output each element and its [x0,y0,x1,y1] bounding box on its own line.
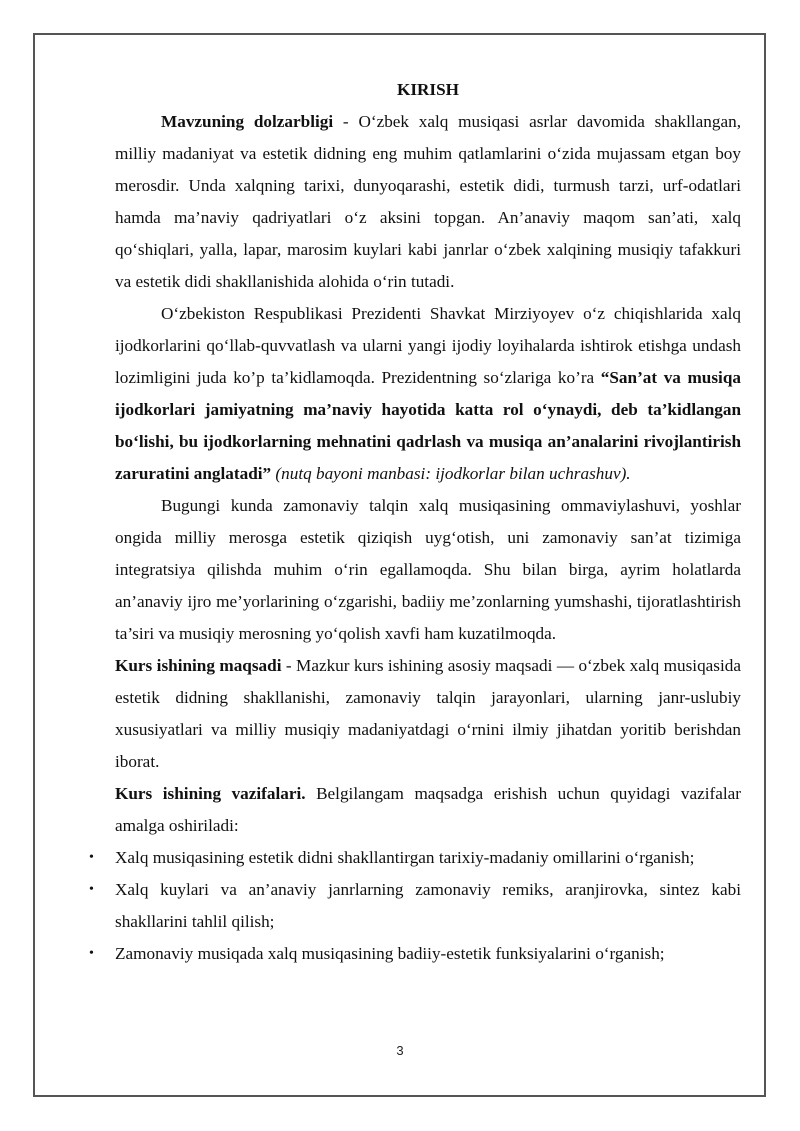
goal-text: - Mazkur kurs ishining asosiy maqsadi — o‘zbek xalq musiqasida estetik didning shakllanishi, zamonaviy talqin jarayonlari, ularning janr-uslubiy xususiyatlari va milliy musiqiy madaniyatdagi o‘rnini ilmiy jihatdan yoritib berishdan iborat. [115,656,741,771]
page-number: 3 [396,1043,404,1058]
relevance-heading: Mavzuning dolzarbligi [161,112,334,131]
paragraph-goal [115,650,741,778]
bullet-icon: • [89,946,94,961]
bullet-icon: • [89,882,94,897]
paragraph-relevance [115,106,741,298]
paragraph-tasks [115,778,741,842]
relevance-text: - O‘zbek xalq musiqasi asrlar davomida shakllangan, milliy madaniyat va estetik didning eng muhim qatlamlarini o‘zida mujassam etgan boy merosdir. Unda xalqning tarixi, dunyoqarashi, estetik didi, turmush tarzi, urf-odatlari hamda ma’naviy qadriyatlari o‘z aksini topgan. An’anaviy maqom san’ati, xalq qo‘shiqlari, yalla, lapar, marosim kuylari kabi janrlar o‘zbek xalqining musiqiy tafakkuri va estetik didi shakllanishida alohida o‘rin tutadi. [115,112,741,291]
document-body [89,74,741,970]
president-quote: “San’at va musiqa ijodkorlari jamiyatning ma’naviy hayotida katta rol o‘ynaydi, deb ta’kidlangan bo‘lishi, bu ijodkorlarning mehnatini qadrlash va musiqa an’analarini rivojlantirish zaruratini anglatadi” [115,368,741,483]
paragraph-modern: Bugungi kunda zamonaviy talqin xalq musiqasining ommaviylashuvi, yoshlar ongida milliy merosga estetik qiziqish uyg‘otish, uni zamonaviy san’at tizimiga integratsiya qilishda muhim o‘rin egallamoqda. Shu bilan birga, ayrim holatlarda an’anaviy ijro me’yorlarining o‘zgarishi, badiiy me’zonlarning yumshashi, tijoratlashtirish ta’siri va musiqiy merosning yo‘qolish xavfi ham kuzatilmoqda. [115,496,741,643]
paragraph-president [115,298,741,490]
list-item [89,842,741,874]
list-item [89,938,741,970]
bullet-icon: • [89,850,94,865]
list-item-text: Zamonaviy musiqada xalq musiqasining badiiy-estetik funksiyalarini o‘rganish; [115,944,665,963]
list-item-text: Xalq musiqasining estetik didni shakllantirgan tarixiy-madaniy omillarini o‘rganish; [115,848,695,867]
quote-source: (nutq bayoni manbasi: ijodkorlar bilan uchrashuv). [271,464,631,483]
tasks-heading: Kurs ishining vazifalari. [115,784,306,803]
tasks-list [89,842,741,970]
list-item-text: Xalq kuylari va an’anaviy janrlarning zamonaviy remiks, aranjirovka, sintez kabi shakllarini tahlil qilish; [115,880,741,931]
list-item [89,874,741,938]
president-text: O‘zbekiston Respublikasi Prezidenti Shavkat Mirziyoyev o‘z chiqishlarida xalq ijodkorlarini qo‘llab-quvvatlash va ularni yangi ijodiy loyihalarda ishtirok etishga undash lozimligini juda ko’p ta’kidlamoqda. Prezidentning so‘zlariga ko’ra [115,304,741,387]
goal-heading: Kurs ishining maqsadi [115,656,282,675]
tasks-intro: Belgilangam maqsadga erishish uchun quyidagi vazifalar amalga oshiriladi: [115,784,741,835]
section-title: KIRISH [396,80,460,99]
